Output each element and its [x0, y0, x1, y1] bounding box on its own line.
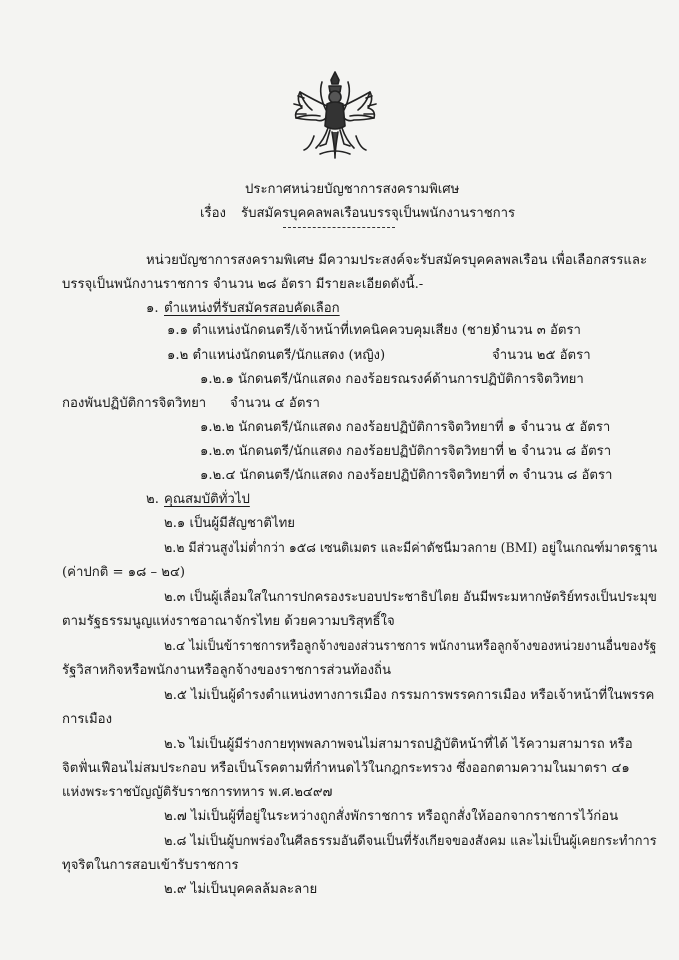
qualification-2-2-line-1: ๒.๒ มีส่วนสูงไม่ต่ำกว่า ๑๕๘ เซนติเมตร และมีค่าดัชนีมวลกาย (BMI) อยู่ในเกณฑ์มาตรฐาน	[164, 541, 658, 556]
qualification-2-9: ๒.๙ ไม่เป็นบุคคลล้มละลาย	[164, 882, 318, 897]
position-1-2-4: ๑.๒.๔ นักดนตรี/นักแสดง กองร้อยปฏิบัติการจิตวิทยาที่ ๓ จำนวน ๘ อัตรา	[200, 468, 613, 483]
section-2-number: ๒.	[146, 492, 159, 507]
qualification-2-6-line-1: ๒.๖ ไม่เป็นผู้มีร่างกายทุพพลภาพจนไม่สามารถปฏิบัติหน้าที่ได้ ไร้ความสามารถ หรือ	[164, 737, 633, 752]
qualification-2-8-line-1: ๒.๘ ไม่เป็นผู้บกพร่องในศีลธรรมอันดีจนเป็นที่รังเกียจของสังคม และไม่เป็นผู้เคยกระทำการ	[164, 834, 657, 849]
subject-text: รับสมัครบุคคลพลเรือนบรรจุเป็นพนักงานราชการ	[241, 206, 516, 221]
position-1-2: ๑.๒ ตำแหน่งนักดนตรี/นักแสดง (หญิง)	[167, 348, 386, 363]
title-divider	[283, 227, 395, 228]
position-1-1: ๑.๑ ตำแหน่งนักดนตรี/เจ้าหน้าที่เทคนิคควบคุมเสียง (ชาย)	[167, 323, 497, 338]
garuda-emblem-icon	[290, 70, 380, 162]
position-1-2-2: ๑.๒.๒ นักดนตรี/นักแสดง กองร้อยปฏิบัติการจิตวิทยาที่ ๑ จำนวน ๕ อัตรา	[200, 420, 611, 435]
position-1-2-1-quantity: จำนวน ๔ อัตรา	[230, 396, 320, 411]
qualification-2-6-line-2: จิตฟั่นเฟือนไม่สมประกอบ หรือเป็นโรคตามที่กำหนดไว้ในกฎกระทรวง ซึ่งออกตามความในมาตรา ๔๑	[62, 761, 630, 776]
position-1-2-1-unit: กองพันปฏิบัติการจิตวิทยา	[62, 396, 207, 411]
position-1-2-1: ๑.๒.๑ นักดนตรี/นักแสดง กองร้อยรณรงค์ด้านการปฏิบัติการจิตวิทยา	[200, 372, 584, 387]
qualification-2-6-line-3: แห่งพระราชบัญญัติรับราชการทหาร พ.ศ.๒๔๙๗	[62, 785, 333, 800]
section-1-number: ๑.	[146, 301, 159, 316]
position-1-2-3: ๑.๒.๓ นักดนตรี/นักแสดง กองร้อยปฏิบัติการจิตวิทยาที่ ๒ จำนวน ๘ อัตรา	[200, 444, 612, 459]
qualification-2-3-line-1: ๒.๓ เป็นผู้เลื่อมใสในการปกครองระบอบประชาธิปไตย อันมีพระมหากษัตริย์ทรงเป็นประมุข	[164, 590, 657, 605]
section-2-title: คุณสมบัติทั่วไป	[164, 492, 250, 507]
qualification-2-1: ๒.๑ เป็นผู้มีสัญชาติไทย	[164, 516, 296, 531]
intro-line-2: บรรจุเป็นพนักงานราชการ จำนวน ๒๘ อัตรา มีรายละเอียดดังนี้.-	[62, 277, 424, 292]
position-1-2-quantity: จำนวน ๒๕ อัตรา	[492, 348, 591, 363]
qualification-2-7: ๒.๗ ไม่เป็นผู้ที่อยู่ในระหว่างถูกสั่งพักราชการ หรือถูกสั่งให้ออกจากราชการไว้ก่อน	[164, 809, 619, 824]
intro-line-1: หน่วยบัญชาการสงครามพิเศษ มีความประสงค์จะรับสมัครบุคคลพลเรือน เพื่อเลือกสรรและ	[146, 253, 648, 268]
qualification-2-3-line-2: ตามรัฐธรรมนูญแห่งราชอาณาจักรไทย ด้วยความบริสุทธิ์ใจ	[62, 614, 395, 629]
qualification-2-2-line-2: (ค่าปกติ = ๑๘ – ๒๔)	[62, 565, 186, 580]
qualification-2-4-line-1: ๒.๔ ไม่เป็นข้าราชการหรือลูกจ้างของส่วนราชการ พนักงานหรือลูกจ้างของหน่วยงานอื่นของรัฐ	[164, 639, 657, 654]
position-1-1-quantity: จำนวน ๓ อัตรา	[492, 323, 581, 338]
announcement-title: ประกาศหน่วยบัญชาการสงครามพิเศษ	[245, 182, 460, 197]
qualification-2-4-line-2: รัฐวิสาหกิจหรือพนักงานหรือลูกจ้างของราชการส่วนท้องถิ่น	[62, 663, 392, 678]
qualification-2-8-line-2: ทุจริตในการสอบเข้ารับราชการ	[62, 858, 239, 873]
section-1-title: ตำแหน่งที่รับสมัครสอบคัดเลือก	[164, 301, 340, 316]
subject-label: เรื่อง	[200, 206, 226, 221]
qualification-2-5-line-1: ๒.๕ ไม่เป็นผู้ดำรงตำแหน่งทางการเมือง กรรมการพรรคการเมือง หรือเจ้าหน้าที่ในพรรค	[164, 688, 655, 703]
qualification-2-5-line-2: การเมือง	[62, 712, 113, 727]
